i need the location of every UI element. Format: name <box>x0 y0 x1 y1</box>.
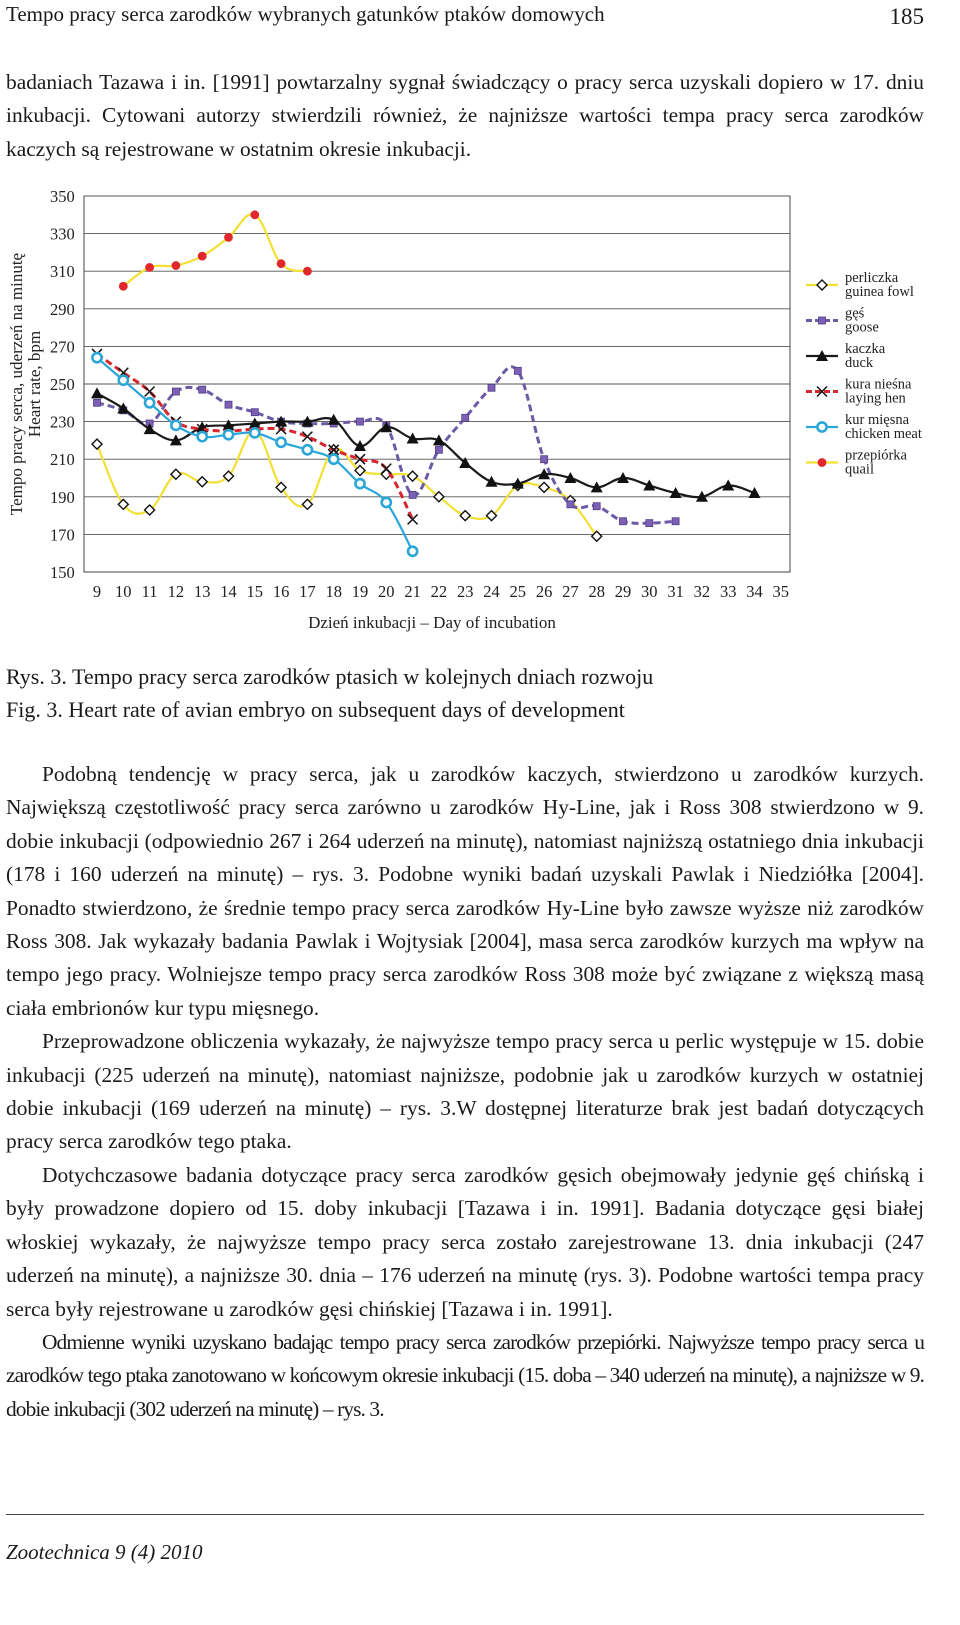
data-point <box>541 456 548 463</box>
y-tick-label: 210 <box>50 450 75 470</box>
data-point <box>199 386 206 393</box>
series-line-duck <box>97 393 755 497</box>
data-point <box>593 503 600 510</box>
heart-rate-chart <box>0 178 930 648</box>
x-tick-label: 31 <box>667 582 684 601</box>
x-tick-label: 24 <box>483 582 500 601</box>
legend-label-en: quail <box>845 461 874 478</box>
data-point <box>329 455 338 464</box>
data-point <box>224 233 233 242</box>
data-point <box>408 514 418 524</box>
legend-label-pl: kur mięsna <box>845 412 910 428</box>
x-tick-label: 18 <box>325 582 342 601</box>
data-point <box>303 445 312 454</box>
series-line-quail <box>123 214 307 286</box>
data-point <box>672 518 679 525</box>
x-tick-label: 15 <box>246 582 264 601</box>
x-tick-label: 28 <box>588 582 605 601</box>
legend-label-en: laying hen <box>845 390 906 407</box>
data-point <box>488 384 495 391</box>
data-point <box>94 399 101 406</box>
data-point <box>355 479 364 488</box>
x-tick-label: 27 <box>562 582 579 601</box>
data-point <box>646 520 653 527</box>
legend-swatch-marker <box>817 280 827 290</box>
data-point <box>620 518 627 525</box>
data-point <box>277 438 286 447</box>
data-point <box>408 471 418 481</box>
data-point <box>250 210 259 219</box>
y-tick-label: 330 <box>50 224 75 244</box>
data-point <box>92 353 101 362</box>
data-point <box>91 387 103 398</box>
x-tick-label: 34 <box>746 582 763 601</box>
data-point <box>172 388 179 395</box>
x-tick-label: 17 <box>299 582 316 601</box>
data-point <box>408 547 417 556</box>
data-point <box>145 398 154 407</box>
paragraph-guinea-fowl: Przeprowadzone obliczenia wykazały, że najwyższe tempo pracy serca u perlic występuje w 15. dobie inkubacji (225 uderzeń na minutę), natomiast najniższe, podobnie jak u zarodków kurzych w ostatniej dobie inkubacji (169 uderzeń na minutę) – rys. 3.W dostępnej literaturze brak jest badań dotyczących pracy serca zarodków tego ptaka. <box>6 1029 924 1154</box>
legend-label-en: guinea fowl <box>845 284 914 300</box>
y-tick-label: 170 <box>50 525 75 545</box>
y-tick-label: 230 <box>50 412 75 432</box>
data-point <box>197 477 207 487</box>
intro-paragraph: badaniach Tazawa i in. [1991] powtarzalny sygnał świadczący o pracy serca uzyskali dopiero w 17. dniu inkubacji. Cytowani autorzy stwierdzili również, że najniższe wartości tempa pracy serca zarodków kaczych są rejestrowane w ostatnim okresie inkubacji. <box>6 70 924 161</box>
data-point <box>145 263 154 272</box>
y-tick-label: 290 <box>50 299 75 319</box>
x-tick-label: 9 <box>92 582 102 601</box>
legend-swatch-marker <box>818 458 827 467</box>
legend-label-pl: przepiórka <box>845 447 907 464</box>
paragraph-goose: Dotychczasowe badania dotyczące pracy serca zarodków gęsich obejmowały jedynie gęś chińską i były prowadzone dopiero od 15. doby inkubacji [Tazawa i in. 1991]. Badania dotyczące gęsi białej włoskiej wykazały, że najwyższe tempo pracy serca zostało zarejestrowane 13. dnia inkubacji (247 uderzeń na minutę), a najniższe 30. dnia – 176 uderzeń na minutę (rys. 3). Podobne wartości tempa pracy serca były rejestrowane u zarodków gęsi chińskiej [Tazawa i in. 1991]. <box>6 1162 924 1321</box>
x-tick-label: 10 <box>115 582 132 601</box>
x-tick-label: 25 <box>509 582 527 601</box>
legend-swatch-marker <box>819 317 826 324</box>
x-tick-label: 19 <box>351 582 369 601</box>
x-tick-label: 14 <box>220 582 237 601</box>
data-point <box>435 446 442 453</box>
x-tick-label: 22 <box>430 582 448 601</box>
y-tick-label: 150 <box>50 563 75 582</box>
body-text <box>6 758 924 1426</box>
paragraph-quail: Odmienne wyniki uzyskano badając tempo pracy serca zarodków przepiórki. Najwyższe tempo pracy serca u zarodków tego ptaka zanotowano w końcowym okresie inkubacji (15. doba – 340 uderzeń na minutę), a najniższe w 9. dobie inkubacji (302 uderzeń na minutę) – rys. 3. <box>6 1329 924 1421</box>
data-point <box>251 409 258 416</box>
legend-label-pl: gęś <box>845 305 865 322</box>
legend-label-en: duck <box>845 355 874 371</box>
data-point <box>198 432 207 441</box>
data-point <box>462 414 469 421</box>
legend-label-pl: perliczka <box>845 270 899 286</box>
y-axis-label-pl: Tempo pracy serca, uderzeń na minutę <box>7 252 26 516</box>
figure-caption-en: Fig. 3. Heart rate of avian embryo on subsequent days of development <box>6 697 625 722</box>
x-tick-label: 20 <box>378 582 395 601</box>
legend-swatch-marker <box>817 422 826 431</box>
x-axis-label: Dzień inkubacji – Day of incubation <box>308 613 556 632</box>
legend-label-pl: kaczka <box>845 341 886 357</box>
x-tick-label: 33 <box>719 582 737 601</box>
data-point <box>92 439 102 449</box>
y-tick-label: 270 <box>50 337 75 357</box>
figure-caption-pl: Rys. 3. Tempo pracy serca zarodków ptasich w kolejnych dniach rozwoju <box>6 664 654 689</box>
running-title: Tempo pracy serca zarodków wybranych gatunków ptaków domowych <box>6 2 605 26</box>
data-point <box>460 511 470 521</box>
y-tick-label: 190 <box>50 487 75 507</box>
data-point <box>382 498 391 507</box>
data-point <box>357 418 364 425</box>
data-point <box>144 423 156 434</box>
x-tick-label: 29 <box>614 582 632 601</box>
data-point <box>277 259 286 268</box>
y-tick-label: 250 <box>50 375 75 394</box>
data-point <box>225 401 232 408</box>
data-point <box>514 367 521 374</box>
x-tick-label: 21 <box>404 582 421 601</box>
x-tick-label: 26 <box>535 582 553 601</box>
data-point <box>303 267 312 276</box>
y-axis-label-en: Heart rate, bpm <box>25 330 44 438</box>
paragraph-chicken: Podobną tendencję w pracy serca, jak u zarodków kaczych, stwierdzono u zarodków kurzych. Największą częstotliwość pracy serca zarówno u zarodków Hy-Line, jak i Ross 308 stwierdzono w 9. dobie inkubacji (odpowiednio 267 i 264 uderzeń na minutę), natomiast najniższą ostatniego dnia inkubacji (178 i 160 uderzeń na minutę) – rys. 3. Podobne wyniki badań uzyskali Pawlak i Niedziółka [2004]. Ponadto stwierdzono, że średnie tempo pracy serca zarodków Hy-Line było zawsze wyższe niż zarodków Ross 308. Jak wykazały badania Pawlak i Wojtysiak [2004], masa serca zarodków kurzych ma wpływ na tempo jego pracy. Wolniejsze tempo pracy serca zarodków Ross 308 może być związane z większą masą ciała embrionów kur typu mięsnego. <box>6 762 924 1020</box>
page-number: 185 <box>889 4 924 29</box>
page-header <box>6 2 954 32</box>
data-point <box>567 501 574 508</box>
data-point <box>409 491 416 498</box>
data-point <box>172 261 181 270</box>
footer-rule <box>6 1514 924 1515</box>
x-tick-label: 13 <box>193 582 211 601</box>
data-point <box>224 430 233 439</box>
legend-label-en: goose <box>845 319 879 336</box>
legend-label-pl: kura nieśna <box>845 376 912 393</box>
y-tick-label: 310 <box>50 262 75 282</box>
x-tick-label: 16 <box>272 582 290 601</box>
data-point <box>539 482 549 492</box>
journal-footer: Zootechnica 9 (4) 2010 <box>6 1540 203 1564</box>
x-tick-label: 11 <box>141 582 158 601</box>
x-tick-label: 23 <box>456 582 474 601</box>
data-point <box>119 376 128 385</box>
x-tick-label: 30 <box>641 582 658 601</box>
x-tick-label: 35 <box>772 582 790 601</box>
x-tick-label: 12 <box>167 582 185 601</box>
y-tick-label: 350 <box>50 187 75 206</box>
data-point <box>250 428 259 437</box>
data-point <box>145 387 155 397</box>
data-point <box>119 282 128 291</box>
legend-label-en: chicken meat <box>845 426 922 442</box>
data-point <box>486 476 498 487</box>
data-point <box>171 421 180 430</box>
x-tick-label: 32 <box>693 582 711 601</box>
data-point <box>198 252 207 261</box>
